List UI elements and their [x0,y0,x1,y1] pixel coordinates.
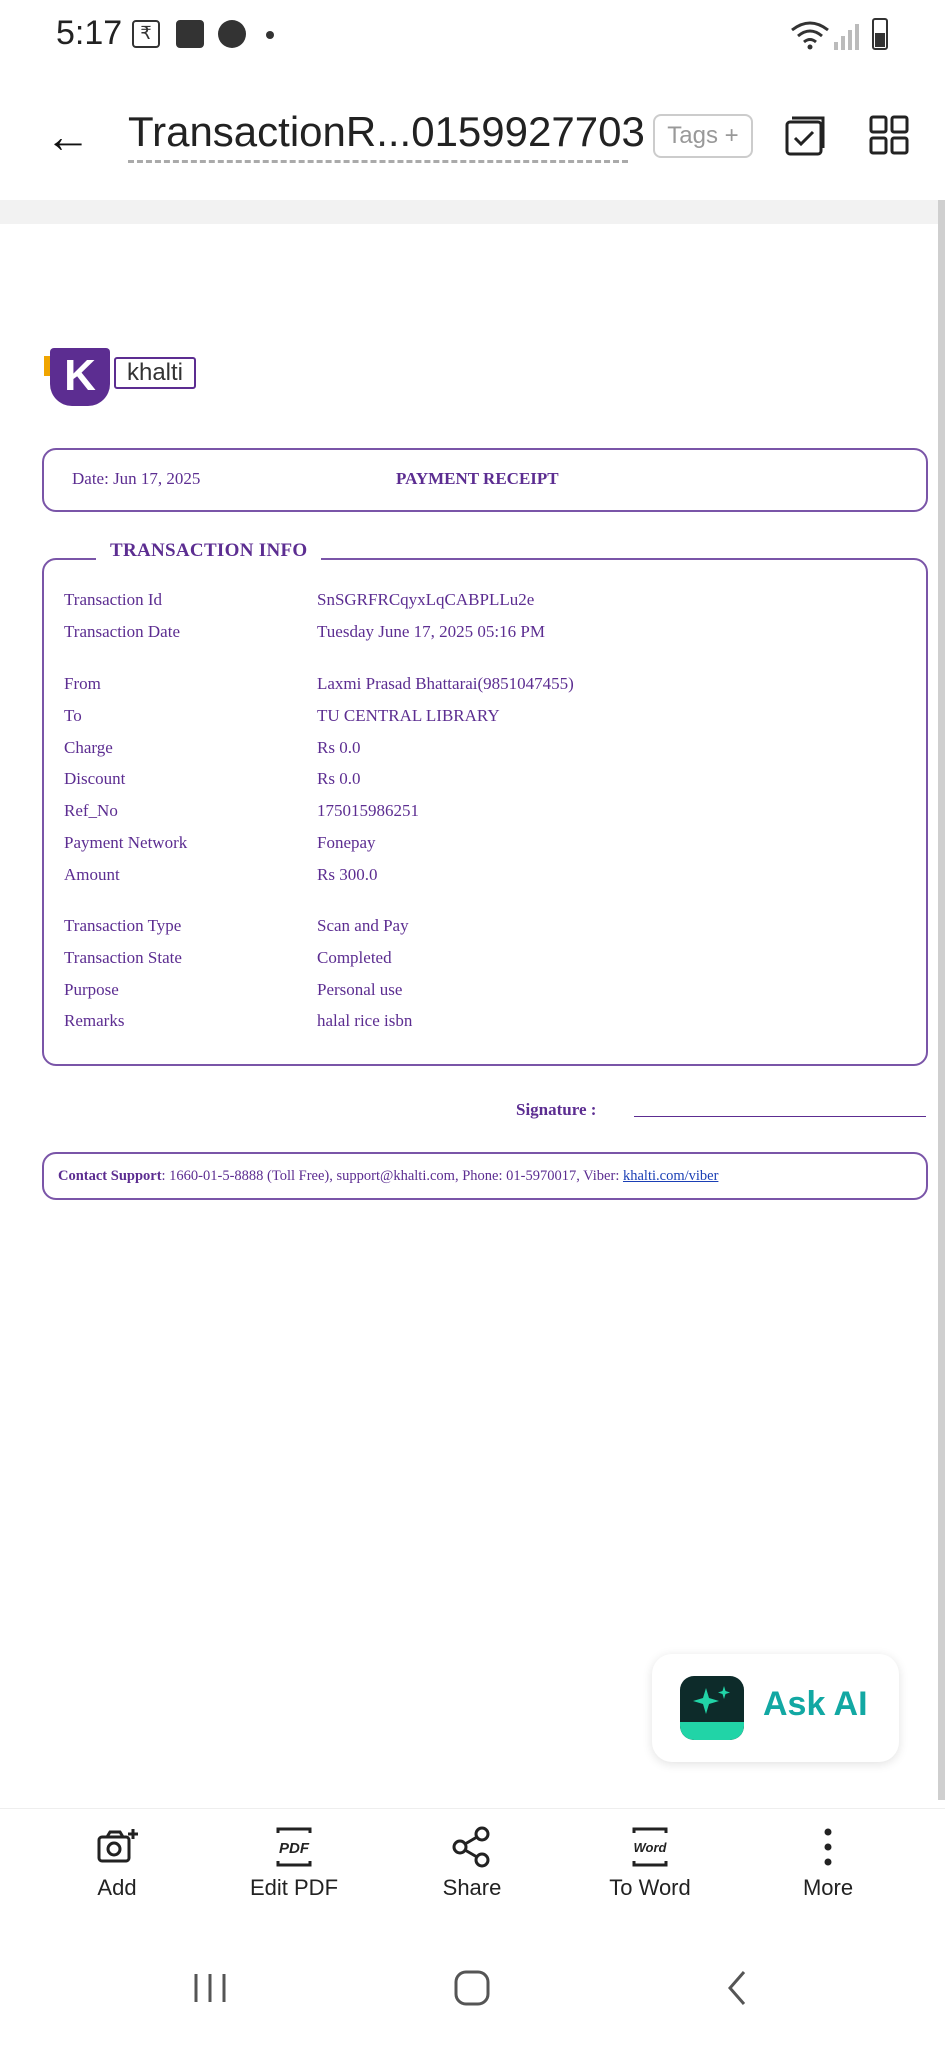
signature-label: Signature : [516,1100,597,1119]
transaction-field-value: SnSGRFRCqyxLqCABPLLu2e [317,590,535,609]
back-arrow-icon[interactable]: ← [45,110,91,162]
transaction-field-label: Charge [64,738,113,757]
signature-line [634,1116,926,1117]
transaction-field-label: Purpose [64,980,119,999]
transaction-field-value: TU CENTRAL LIBRARY [317,706,500,725]
signal-icon [834,22,860,50]
svg-text:Word: Word [633,1840,667,1855]
navigation-bar [0,1940,945,2048]
transaction-field-value: Completed [317,948,392,967]
transaction-field-value: Tuesday June 17, 2025 05:16 PM [317,622,545,641]
transaction-field-label: Transaction Date [64,622,180,641]
transaction-field-label: To [64,706,82,725]
transaction-field-label: Amount [64,865,120,884]
more-vertical-icon [806,1825,850,1869]
more-notifications-dot-icon [266,31,274,39]
word-icon [628,1825,672,1869]
toolbar-share-button[interactable] [402,1825,542,1905]
transaction-field-value: Personal use [317,980,403,999]
document-title[interactable]: TransactionR...0159927703 [128,108,628,163]
messenger-notification-icon [218,20,246,48]
toolbar-more-label: More [802,1875,854,1900]
scrollbar[interactable] [938,200,945,1800]
status-time: 5:17 [56,14,123,52]
home-icon[interactable] [452,1968,492,2008]
transaction-field-label: Payment Network [64,833,188,852]
toolbar-edit-pdf-label: Edit PDF [249,1875,339,1900]
tags-button[interactable]: Tags + [653,114,753,158]
receipt-title: PAYMENT RECEIPT [396,469,559,488]
recent-apps-icon[interactable] [190,1970,230,2006]
toolbar-to-word-button[interactable] [580,1825,720,1905]
wifi-icon [790,20,830,50]
pdf-icon [272,1825,316,1869]
contact-support-text [58,1168,718,1185]
transaction-field-value: Fonepay [317,833,376,852]
toolbar-to-word-label: To Word [609,1875,691,1900]
toolbar-share-label: Share [442,1875,502,1900]
share-icon [450,1825,494,1869]
contact-support-label: Contact Support [58,1168,162,1184]
toolbar-add-label: Add [97,1875,137,1900]
transaction-field-label: Transaction Id [64,590,163,609]
page-gutter [0,200,945,224]
transaction-field-label: Ref_No [64,801,118,820]
select-pages-icon[interactable] [784,114,826,156]
toolbar-edit-pdf-button[interactable] [224,1825,364,1905]
transaction-field-label: Transaction Type [64,916,182,935]
khalti-logo-text: khalti [114,357,196,389]
transaction-field-value: Scan and Pay [317,916,409,935]
transaction-info-heading: TRANSACTION INFO [96,540,321,562]
transaction-field-value: halal rice isbn [317,1011,413,1030]
add-page-camera-icon [95,1825,139,1869]
transaction-field-label: From [64,674,101,693]
contact-support-details: : 1660-01-5-8888 (Toll Free), support@khalti.com, Phone: 01-5970017, Viber: [161,1168,623,1184]
transaction-field-label: Discount [64,769,126,788]
viber-link[interactable]: khalti.com/viber [622,1168,719,1184]
khalti-logo-mark: K [50,348,110,406]
back-nav-icon[interactable] [722,1968,752,2008]
transaction-field-value: 175015986251 [317,801,419,820]
battery-icon [872,18,888,50]
transaction-field-label: Transaction State [64,948,182,967]
transaction-field-value: Rs 300.0 [317,865,378,884]
transaction-field-value: Laxmi Prasad Bhattarai(9851047455) [317,674,574,693]
gallery-notification-icon [176,20,204,48]
transaction-field-label: Remarks [64,1011,125,1030]
transaction-field-value: Rs 0.0 [317,769,361,788]
toolbar-more-button[interactable] [758,1825,898,1905]
ask-ai-sparkle-icon [680,1676,744,1740]
grid-view-icon[interactable] [868,114,910,156]
tags-label: Tags [667,122,718,149]
ask-ai-label: Ask AI [763,1685,868,1723]
status-bar [0,0,945,72]
svg-text:PDF: PDF [279,1840,309,1857]
transaction-field-value: Rs 0.0 [317,738,361,757]
rupee-notification-icon: ₹ [132,20,160,48]
receipt-date: Date: Jun 17, 2025 [72,469,201,488]
toolbar-add-button[interactable] [47,1825,187,1905]
